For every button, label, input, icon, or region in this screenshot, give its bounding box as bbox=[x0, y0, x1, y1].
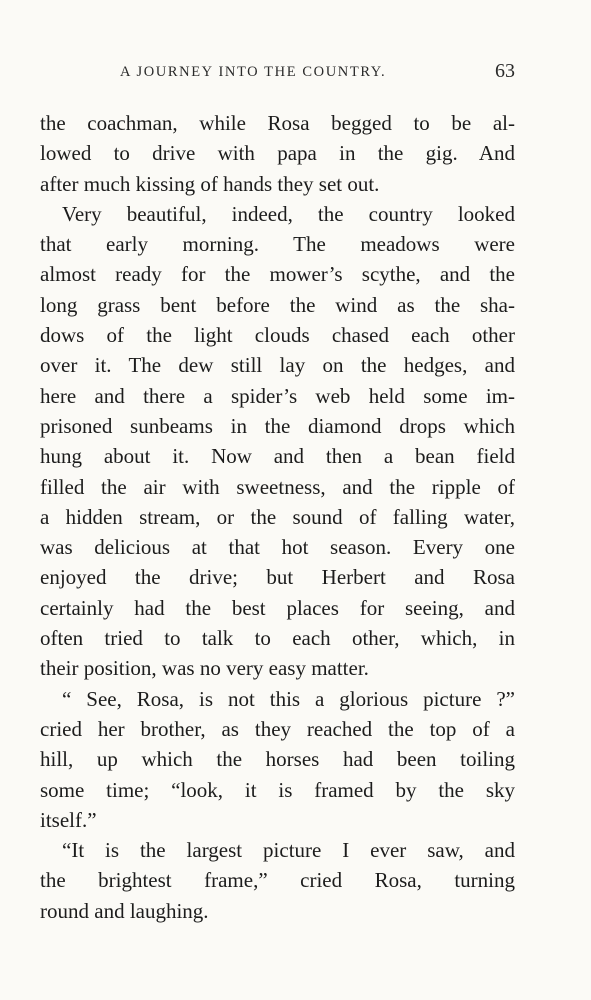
text-line: was delicious at that hot season. Every one bbox=[40, 535, 515, 560]
running-title: A JOURNEY INTO THE COUNTRY. bbox=[120, 64, 387, 80]
text-line: prisoned sunbeams in the diamond drops which bbox=[40, 413, 515, 438]
text-line: filled the air with sweetness, and the ripple of bbox=[40, 474, 515, 499]
text-line: hung about it. Now and then a bean field bbox=[40, 444, 515, 469]
text-line: over it. The dew still lay on the hedges, and bbox=[40, 353, 515, 378]
text-line: their position, was no very easy matter. bbox=[40, 656, 369, 681]
text-line: cried her brother, as they reached the top of a bbox=[40, 716, 515, 741]
text-line: itself.” bbox=[40, 807, 97, 832]
text-line: after much kissing of hands they set out. bbox=[40, 171, 380, 196]
text-line: long grass bent before the wind as the sha- bbox=[40, 292, 515, 317]
text-line: dows of the light clouds chased each other bbox=[40, 323, 515, 348]
text-line: certainly had the best places for seeing, and bbox=[40, 595, 515, 620]
page-header bbox=[40, 58, 515, 90]
text-line: the brightest frame,” cried Rosa, turning bbox=[40, 868, 515, 893]
page-number: 63 bbox=[495, 60, 515, 82]
text-line: a hidden stream, or the sound of falling water, bbox=[40, 504, 515, 529]
text-line: Very beautiful, indeed, the country looked bbox=[62, 201, 515, 226]
text-line: here and there a spider’s web held some im- bbox=[40, 383, 515, 408]
text-line: often tried to talk to each other, which, in bbox=[40, 626, 515, 651]
text-line: almost ready for the mower’s scythe, and the bbox=[40, 262, 515, 287]
body-text bbox=[40, 108, 515, 926]
text-line: the coachman, while Rosa begged to be al- bbox=[40, 111, 515, 135]
text-line: “It is the largest picture I ever saw, and bbox=[62, 838, 515, 863]
text-line: some time; “look, it is framed by the sky bbox=[40, 777, 515, 802]
text-line: lowed to drive with papa in the gig. And bbox=[40, 141, 515, 166]
text-line: that early morning. The meadows were bbox=[40, 232, 515, 257]
text-line: hill, up which the horses had been toiling bbox=[40, 747, 515, 772]
text-line: round and laughing. bbox=[40, 898, 209, 923]
text-line: enjoyed the drive; but Herbert and Rosa bbox=[40, 565, 515, 590]
text-line: “ See, Rosa, is not this a glorious picture ?” bbox=[62, 686, 515, 711]
